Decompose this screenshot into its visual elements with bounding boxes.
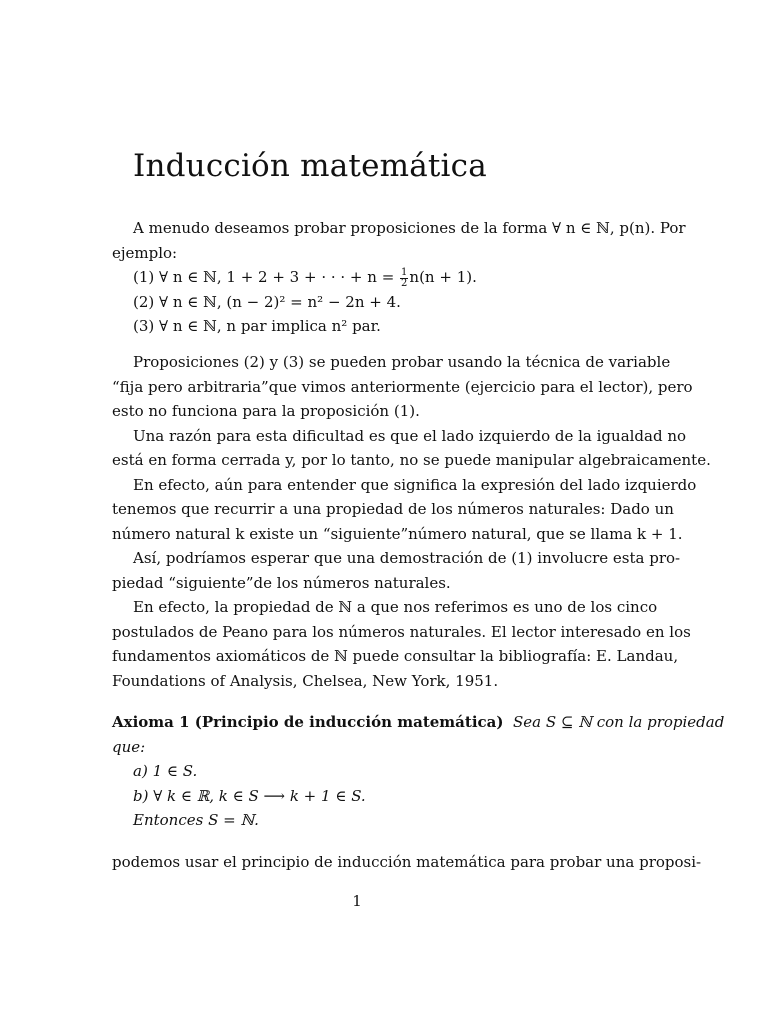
example-2: (2) ∀ n ∈ ℕ, (n − 2)² = n² − 2n + 4. <box>133 292 401 311</box>
paragraph-1-line-3: esto no funciona para la proposición (1). <box>112 402 420 420</box>
paragraph-2-line-1: Una razón para esta dificultad es que el lado izquierdo de la igualdad no <box>133 426 687 445</box>
closing-line: podemos usar el principio de inducción matemática para probar una proposi- <box>112 853 702 871</box>
page-number: 1 <box>352 892 362 910</box>
axiom-heading: Axioma 1 (Principio de inducción matemática) <box>112 713 504 731</box>
paragraph-5-line-2: postulados de Peano para los números naturales. El lector interesado en los <box>112 622 691 641</box>
intro-line-2: ejemplo: <box>112 243 178 262</box>
example-1 <box>112 265 602 290</box>
paragraph-3-line-1: En efecto, aún para entender que significa la expresión del lado izquierdo <box>133 475 697 494</box>
example-1-tail: n(n + 1). <box>409 268 477 286</box>
page-title: Inducción matemática <box>133 148 487 184</box>
paragraph-4-line-2: piedad “siguiente”de los números naturales. <box>112 573 451 592</box>
paragraph-5-line-3: fundamentos axiomáticos de ℕ puede consultar la bibliografía: E. Landau, <box>112 647 679 665</box>
intro-paragraph <box>112 216 686 265</box>
intro-line-1: A menudo deseamos probar proposiciones de la forma ∀ n ∈ ℕ, p(n). Por <box>133 219 686 237</box>
body-paragraphs <box>112 350 711 693</box>
paragraph-3-line-2: tenemos que recurrir a una propiedad de los números naturales: Dado un <box>112 500 674 518</box>
fraction-denominator: 2 <box>401 277 408 289</box>
axiom-line-1 <box>112 710 725 735</box>
examples-list <box>112 265 602 339</box>
paragraph-1-line-2: “fija pero arbitraria”que vimos anteriormente (ejercicio para el lector), pero <box>112 377 693 396</box>
paragraph-2-line-2: está en forma cerrada y, por lo tanto, no se puede manipular algebraicamente. <box>112 451 711 469</box>
paragraph-3-line-3: número natural k existe un “siguiente”número natural, que se llama k + 1. <box>112 524 683 543</box>
paragraph-5-line-4: Foundations of Analysis, Chelsea, New York, 1951. <box>112 671 499 690</box>
example-1-text: (1) ∀ n ∈ ℕ, 1 + 2 + 3 + · · · + n = <box>133 268 400 286</box>
fraction-one-half <box>400 268 408 289</box>
closing-paragraph <box>112 850 702 875</box>
paragraph-1-line-1: Proposiciones (2) y (3) se pueden probar usando la técnica de variable <box>133 353 671 371</box>
axiom-condition-b: b) ∀ k ∈ ℝ, k ∈ S ⟶ k + 1 ∈ S. <box>133 786 366 805</box>
example-3: (3) ∀ n ∈ ℕ, n par implica n² par. <box>133 317 381 335</box>
axiom-block <box>112 710 725 833</box>
axiom-conclusion: Entonces S = ℕ. <box>133 811 259 829</box>
fraction-numerator: 1 <box>401 266 408 278</box>
axiom-condition-a: a) 1 ∈ S. <box>133 762 198 780</box>
axiom-statement-cont: que: <box>112 737 146 756</box>
axiom-statement: Sea S ⊆ ℕ con la propiedad <box>513 713 725 731</box>
paragraph-4-line-1: Así, podríamos esperar que una demostración de (1) involucre esta pro- <box>133 549 681 567</box>
paragraph-5-line-1: En efecto, la propiedad de ℕ a que nos referimos es uno de los cinco <box>133 598 658 616</box>
